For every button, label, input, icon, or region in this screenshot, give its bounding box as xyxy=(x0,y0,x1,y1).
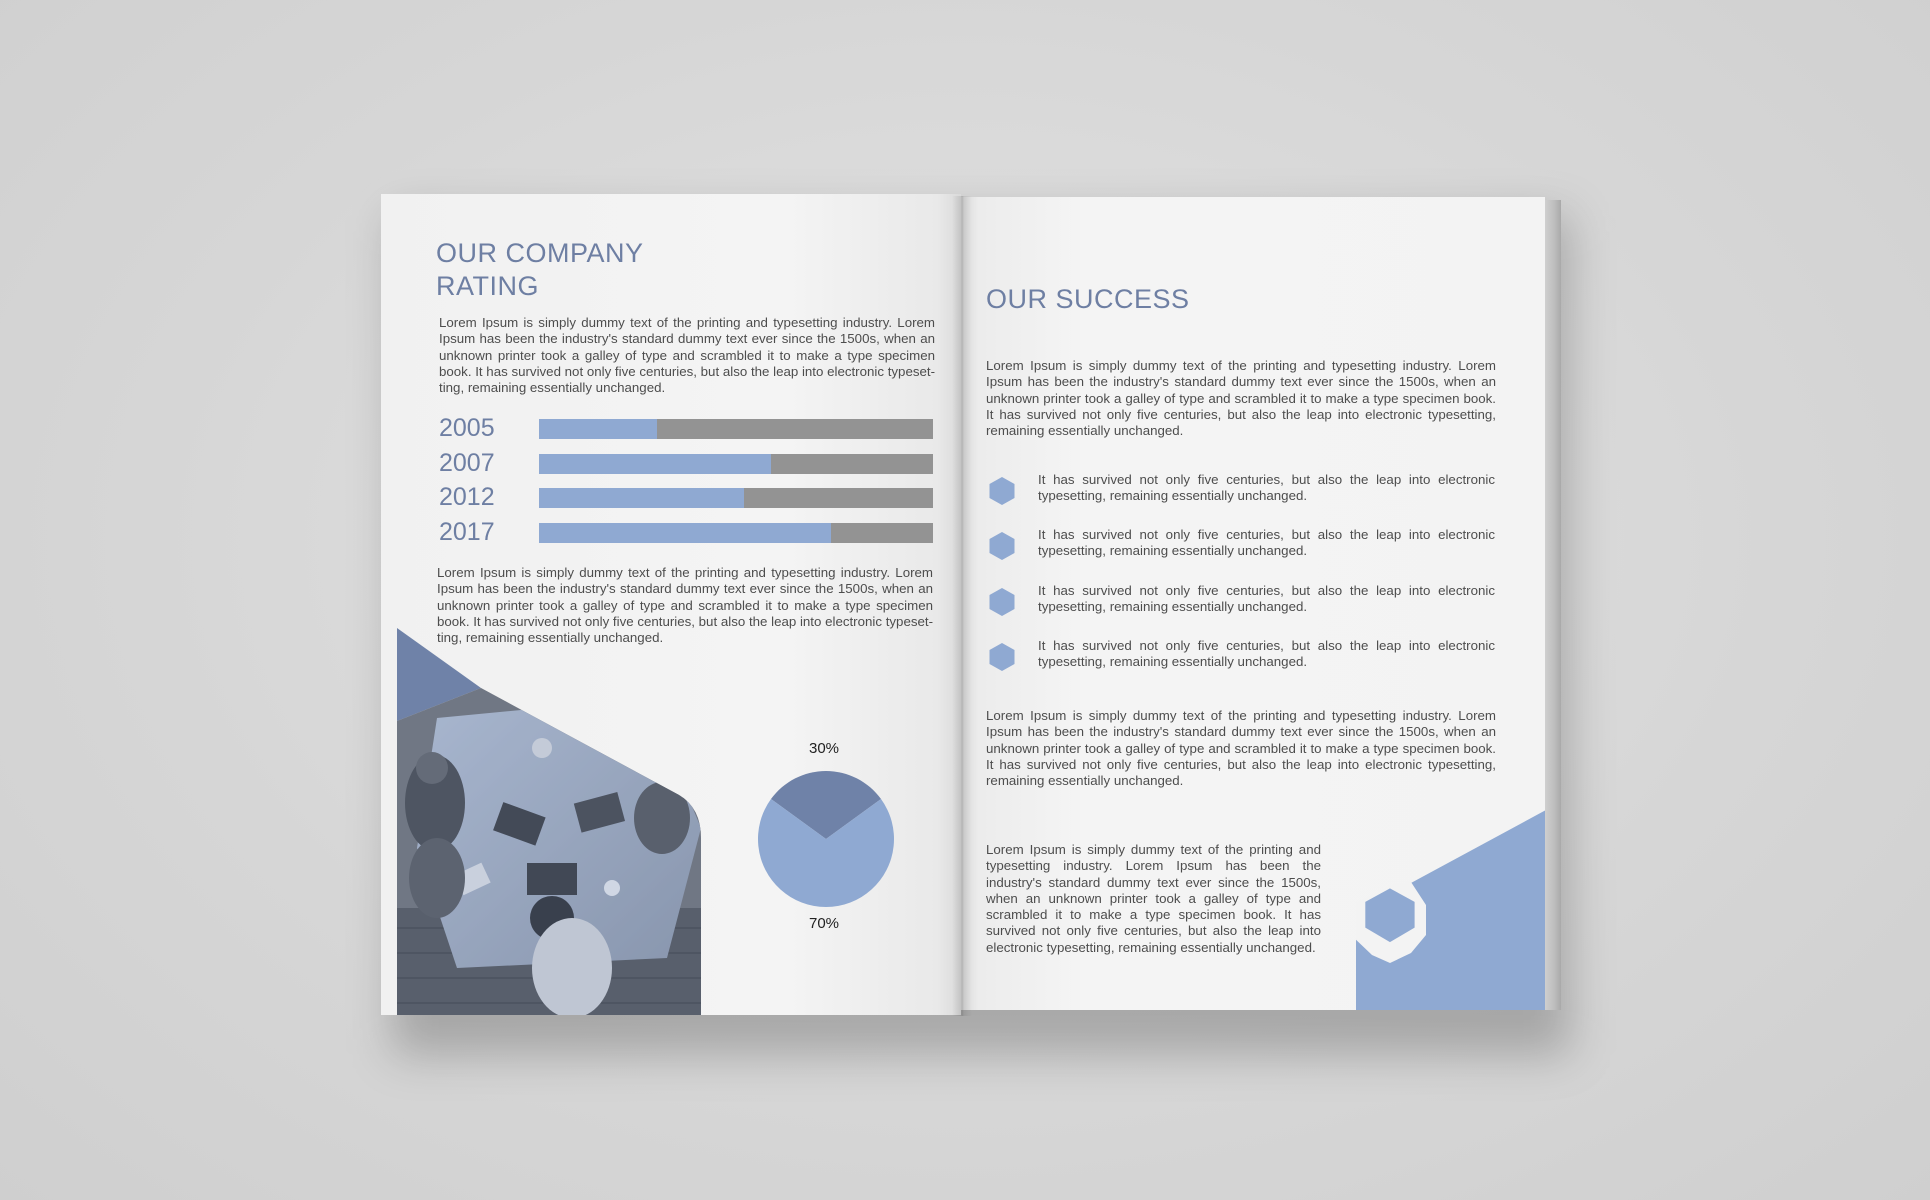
bullet-text: It has survived not only five centuries, but also the leap into electronic typesetting, remaining essentially unchanged. xyxy=(1038,527,1495,559)
rating-row-2005 xyxy=(439,413,939,448)
rating-year-label: 2007 xyxy=(439,448,495,477)
success-bullet-list xyxy=(986,472,1498,693)
rating-row-2017 xyxy=(439,517,939,552)
hexagon-icon xyxy=(988,587,1016,617)
rating-bar-track xyxy=(539,419,933,439)
rating-bar-fill-2012 xyxy=(539,488,744,508)
list-item xyxy=(986,527,1498,582)
pie-label-30: 30% xyxy=(809,740,840,757)
success-paragraph-3: Lorem Ipsum is simply dummy text of the printing and typesetting industry. Lorem Ipsum has been the industry's standard dummy text ever since the 1500s, when an unknown printer took a galley of type and scrambled it to make a type specimen book. It has survived not only five centuries, but also the leap into electronic typesetting, remaining essentially unchanged. xyxy=(986,842,1321,955)
rating-year-label: 2012 xyxy=(439,483,495,511)
list-item xyxy=(986,583,1498,638)
rating-row-2012 xyxy=(439,482,939,517)
list-item xyxy=(986,638,1498,693)
brochure-spine xyxy=(952,196,972,1016)
success-paragraph-2: Lorem Ipsum is simply dummy text of the printing and typesetting industry. Lorem Ipsum has been the industry's standard dummy text ever since the 1500s, when an unknown printer took a galley of type and scrambled it to make a type specimen book. It has survived not only five centuries, but also the leap into electronic typesetting, remaining essentially unchanged. xyxy=(986,708,1496,789)
rating-bar-fill-2017 xyxy=(539,523,831,543)
pie-label-70: 70% xyxy=(809,915,840,932)
share-pie-chart xyxy=(756,769,896,909)
body-paragraph: Lorem Ipsum is simply dummy text of the printing and typesetting industry. Lorem Ipsum has been the industry's standard dummy text ever since the 1500s, when an unknown printer took a galley of type and scrambled it to make a type specimen book. It has survived not only five centuries, but also the leap into electronic typeset-ting, remaining essentially unchanged. xyxy=(437,565,933,646)
heading-line-1: OUR COMPANY xyxy=(436,238,644,268)
bullet-text: It has survived not only five centuries, but also the leap into electronic typesetting, remaining essentially unchanged. xyxy=(1038,472,1495,503)
bullet-text: It has survived not only five centuries, but also the leap into electronic typesetting, remaining essentially unchanged. xyxy=(1038,582,1495,614)
hexagon-icon xyxy=(988,531,1016,561)
right-page xyxy=(961,197,1545,1010)
rating-bar-fill-2007 xyxy=(539,454,771,474)
rating-bar-chart xyxy=(439,413,939,551)
hexagon-icon xyxy=(988,476,1016,506)
rating-bar-track xyxy=(539,488,933,508)
page-title-our-success: OUR SUCCESS xyxy=(986,284,1190,314)
rating-bar-fill-2005 xyxy=(539,419,657,439)
office-meeting-photo xyxy=(397,628,701,1015)
rating-year-label: 2005 xyxy=(439,414,495,442)
hexagon-decoration xyxy=(1356,810,1545,1010)
intro-paragraph: Lorem Ipsum is simply dummy text of the printing and typesetting industry. Lorem Ipsum has been the industry's standard dummy text ever since the 1500s, when an unknown printer took a galley of type and scrambled it to make a type specimen book. It has survived not only five centuries, but also the leap into electronic typeset-ting, remaining essentially unchanged. xyxy=(439,315,935,396)
rating-year-label: 2017 xyxy=(439,517,495,546)
bullet-text: It has survived not only five centuries, but also the leap into electronic typesetting, remaining essentially unchanged. xyxy=(1038,637,1495,669)
page-title-company-rating xyxy=(436,237,696,303)
page-stack-edge xyxy=(1545,200,1561,1010)
rating-bar-track xyxy=(539,523,933,543)
success-paragraph-1: Lorem Ipsum is simply dummy text of the printing and typesetting industry. Lorem Ipsum has been the industry's standard dummy text ever since the 1500s, when an unknown printer took a galley of type and scrambled it to make a type specimen book. It has survived not only five centuries, but also the leap into electronic typesetting, remaining essentially unchanged. xyxy=(986,358,1496,439)
left-page xyxy=(381,194,961,1015)
hexagon-icon xyxy=(988,642,1016,672)
heading-line-2: RATING xyxy=(436,271,539,301)
list-item xyxy=(986,472,1498,527)
rating-bar-track xyxy=(539,454,933,474)
rating-row-2007 xyxy=(439,448,939,483)
